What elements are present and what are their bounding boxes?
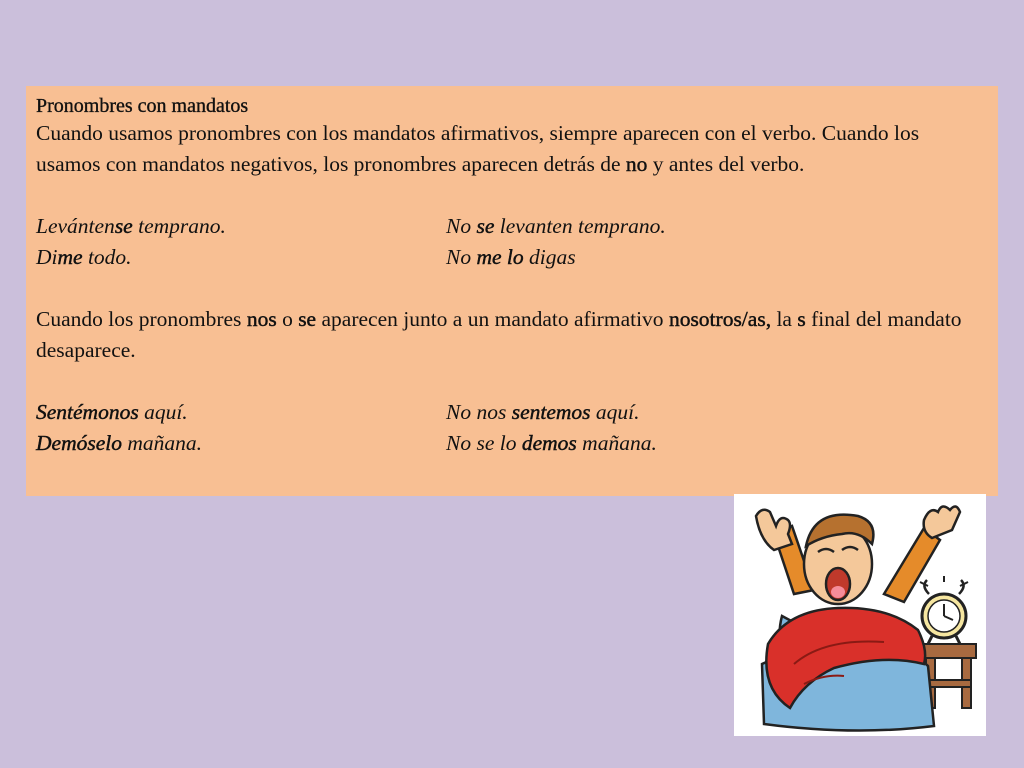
example-row bbox=[36, 242, 988, 273]
example-text: aquí. bbox=[590, 400, 640, 424]
example-verb: Sentémonos bbox=[36, 400, 139, 424]
spacer bbox=[36, 366, 988, 397]
example-text: aquí. bbox=[138, 400, 188, 424]
example-row bbox=[36, 397, 988, 428]
bold-word-nosotros: nosotros/as, bbox=[668, 307, 772, 331]
bold-word-nos: nos bbox=[246, 307, 277, 331]
paragraph-text: Cuando usamos pronombres con los mandatos afirmativos, siempre aparecen con el verbo. Cuando los usamos con mandatos negativos, los pronombres aparecen detrás de bbox=[36, 121, 920, 176]
bold-word-se: se bbox=[298, 307, 317, 331]
head bbox=[804, 515, 873, 604]
paragraph-text: la bbox=[771, 307, 798, 331]
waking-man-illustration bbox=[734, 494, 986, 736]
example-text: mañana. bbox=[121, 431, 203, 455]
bold-word-no: no bbox=[625, 152, 648, 176]
example-text: No bbox=[446, 214, 477, 238]
example-affirmative bbox=[36, 242, 446, 273]
example-negative bbox=[446, 211, 666, 242]
page-title: Pronombres con mandatos bbox=[36, 95, 249, 117]
spacer bbox=[36, 273, 988, 304]
example-text: No bbox=[446, 245, 477, 269]
example-text: Levánten bbox=[36, 214, 115, 238]
example-row bbox=[36, 428, 988, 459]
spacer bbox=[36, 180, 988, 211]
example-verb: sentemos bbox=[511, 400, 591, 424]
paragraph-rule-negative bbox=[36, 118, 988, 180]
example-affirmative bbox=[36, 428, 446, 459]
example-negative bbox=[446, 397, 640, 428]
example-pronoun: se bbox=[476, 214, 495, 238]
paragraph-text: Cuando los pronombres bbox=[36, 307, 247, 331]
paragraph-text: aparecen junto a un mandato afirmativo bbox=[316, 307, 669, 331]
content-box bbox=[26, 86, 998, 496]
paragraph-text: o bbox=[276, 307, 299, 331]
example-text: No se lo bbox=[446, 431, 522, 455]
example-text: Di bbox=[36, 245, 58, 269]
paragraph-text-end: y antes del verbo. bbox=[647, 152, 805, 176]
example-pronoun: me lo bbox=[476, 245, 524, 269]
example-text: levanten temprano. bbox=[494, 214, 666, 238]
example-text: todo. bbox=[82, 245, 132, 269]
paragraph-text: final del mandato desaparece. bbox=[36, 307, 962, 362]
paragraph-rule-nosotros bbox=[36, 304, 988, 366]
example-affirmative bbox=[36, 211, 446, 242]
example-text: temprano. bbox=[132, 214, 226, 238]
example-affirmative bbox=[36, 397, 446, 428]
example-pronoun: se bbox=[114, 214, 133, 238]
example-row bbox=[36, 211, 988, 242]
example-verb: Demóselo bbox=[36, 431, 122, 455]
example-negative bbox=[446, 242, 576, 273]
man-waking-up-icon bbox=[734, 494, 986, 736]
example-negative bbox=[446, 428, 657, 459]
alarm-clock-icon bbox=[920, 576, 968, 644]
example-text: mañana. bbox=[576, 431, 657, 455]
bold-letter-s: s bbox=[797, 307, 806, 331]
example-verb: demos bbox=[521, 431, 577, 455]
example-text: No nos bbox=[446, 400, 512, 424]
example-pronoun: me bbox=[57, 245, 83, 269]
example-text: digas bbox=[523, 245, 576, 269]
